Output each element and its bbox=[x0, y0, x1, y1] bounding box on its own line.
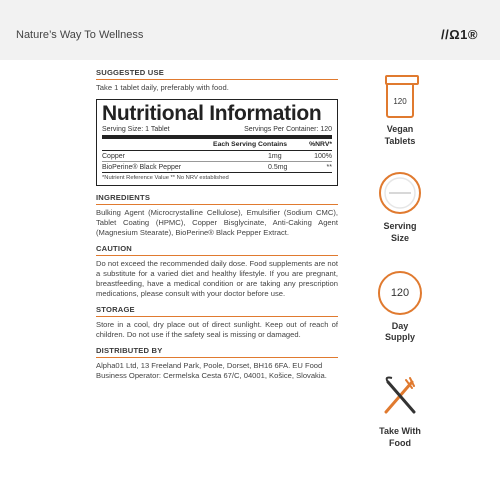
tagline: Nature’s Way To Wellness bbox=[16, 29, 144, 41]
ingredients-text: Bulking Agent (Microcrystalline Cellulose), Emulsifier (Sodium CMC), Tablet Coating (HPMC), Copper Bisglycinate, Anti-Caking Agent (Magnesium Stearate), BioPerine® Black Pepper Extract. bbox=[96, 208, 338, 238]
storage-text: Store in a cool, dry place out of direct sunlight. Keep out of reach of children. Do not use if the safety seal is missing or damaged. bbox=[96, 320, 338, 340]
nutrient-nrv: ** bbox=[326, 163, 332, 171]
feature-day-supply bbox=[364, 271, 436, 344]
feature-label bbox=[383, 221, 416, 244]
feature-label bbox=[379, 426, 421, 449]
feature-vegan-tablets bbox=[364, 78, 436, 147]
nutrient-name: BioPerine® Black Pepper bbox=[102, 163, 182, 171]
label-info-column bbox=[96, 68, 338, 381]
distributed-text: Alpha01 Ltd, 13 Freeland Park, Poole, Dorset, BH16 6FA. EU Food Business Operator: Cermelska Cesta 67/C, 04001, Košice, Slovakia. bbox=[96, 361, 327, 381]
brand-logo: //Ω1® bbox=[441, 27, 478, 42]
feature-label-line: Food bbox=[388, 437, 411, 448]
distributed-section bbox=[96, 346, 338, 381]
tablet-serving-icon bbox=[378, 171, 422, 215]
suggested-use-text: Take 1 tablet daily, preferably with food. bbox=[96, 83, 229, 92]
storage-title: STORAGE bbox=[96, 305, 338, 317]
feature-label-line: Vegan bbox=[386, 124, 414, 134]
supply-count: 120 bbox=[390, 286, 410, 299]
caution-text: Do not exceed the recommended daily dose. Food supplements are not a substitute for a varied diet and healthy lifestyle. If you are pregnant, breastfeeding, have a medical condition or are taking any prescription medications, please consult with your doctor before use. bbox=[96, 259, 338, 299]
feature-label-line: Supply bbox=[384, 332, 415, 343]
feature-label-line: Take With bbox=[379, 426, 421, 437]
nutrient-amount: 0.5mg bbox=[268, 163, 288, 171]
feature-serving-size bbox=[364, 171, 436, 244]
feature-icons-column bbox=[364, 66, 436, 450]
suggested-use-section bbox=[96, 68, 338, 93]
nutrition-facts-panel bbox=[96, 99, 338, 186]
tablet-tube-icon bbox=[386, 78, 414, 118]
feature-label-line: Serving bbox=[383, 221, 417, 232]
serving-size: Serving Size: 1 Tablet bbox=[102, 126, 170, 134]
nutrition-table-header bbox=[102, 139, 332, 151]
feature-label bbox=[385, 124, 416, 147]
distributed-title: DISTRIBUTED BY bbox=[96, 346, 338, 358]
nrv-footnote: *Nutrient Reference Value ** No NRV established bbox=[102, 172, 332, 181]
ingredients-title: INGREDIENTS bbox=[96, 193, 338, 205]
caution-title: CAUTION bbox=[96, 244, 338, 256]
caution-section bbox=[96, 244, 338, 299]
nutrient-row bbox=[102, 162, 332, 172]
feature-label bbox=[385, 321, 415, 344]
col-nrv: %NRV* bbox=[309, 141, 332, 149]
tube-count: 120 bbox=[393, 96, 407, 106]
servings-per-container: Servings Per Container: 120 bbox=[244, 126, 332, 134]
feature-label-line: Day bbox=[391, 320, 409, 331]
nutrient-name: Copper bbox=[102, 152, 125, 160]
nutrient-amount: 1mg bbox=[268, 152, 282, 160]
storage-section bbox=[96, 305, 338, 340]
feature-label-line: Tablets bbox=[384, 135, 416, 146]
nutrient-nrv: 100% bbox=[314, 152, 332, 160]
serving-info bbox=[102, 126, 332, 139]
supply-circle-icon bbox=[378, 271, 422, 315]
nutrition-title: Nutritional Information bbox=[102, 102, 322, 126]
feature-take-with-food bbox=[364, 372, 436, 449]
nutrient-row bbox=[102, 151, 332, 162]
ingredients-section bbox=[96, 193, 338, 238]
fork-knife-icon bbox=[376, 372, 424, 420]
feature-label-line: Size bbox=[390, 233, 409, 244]
suggested-use-title: SUGGESTED USE bbox=[96, 68, 338, 80]
col-each-serving: Each Serving Contains bbox=[213, 141, 288, 149]
